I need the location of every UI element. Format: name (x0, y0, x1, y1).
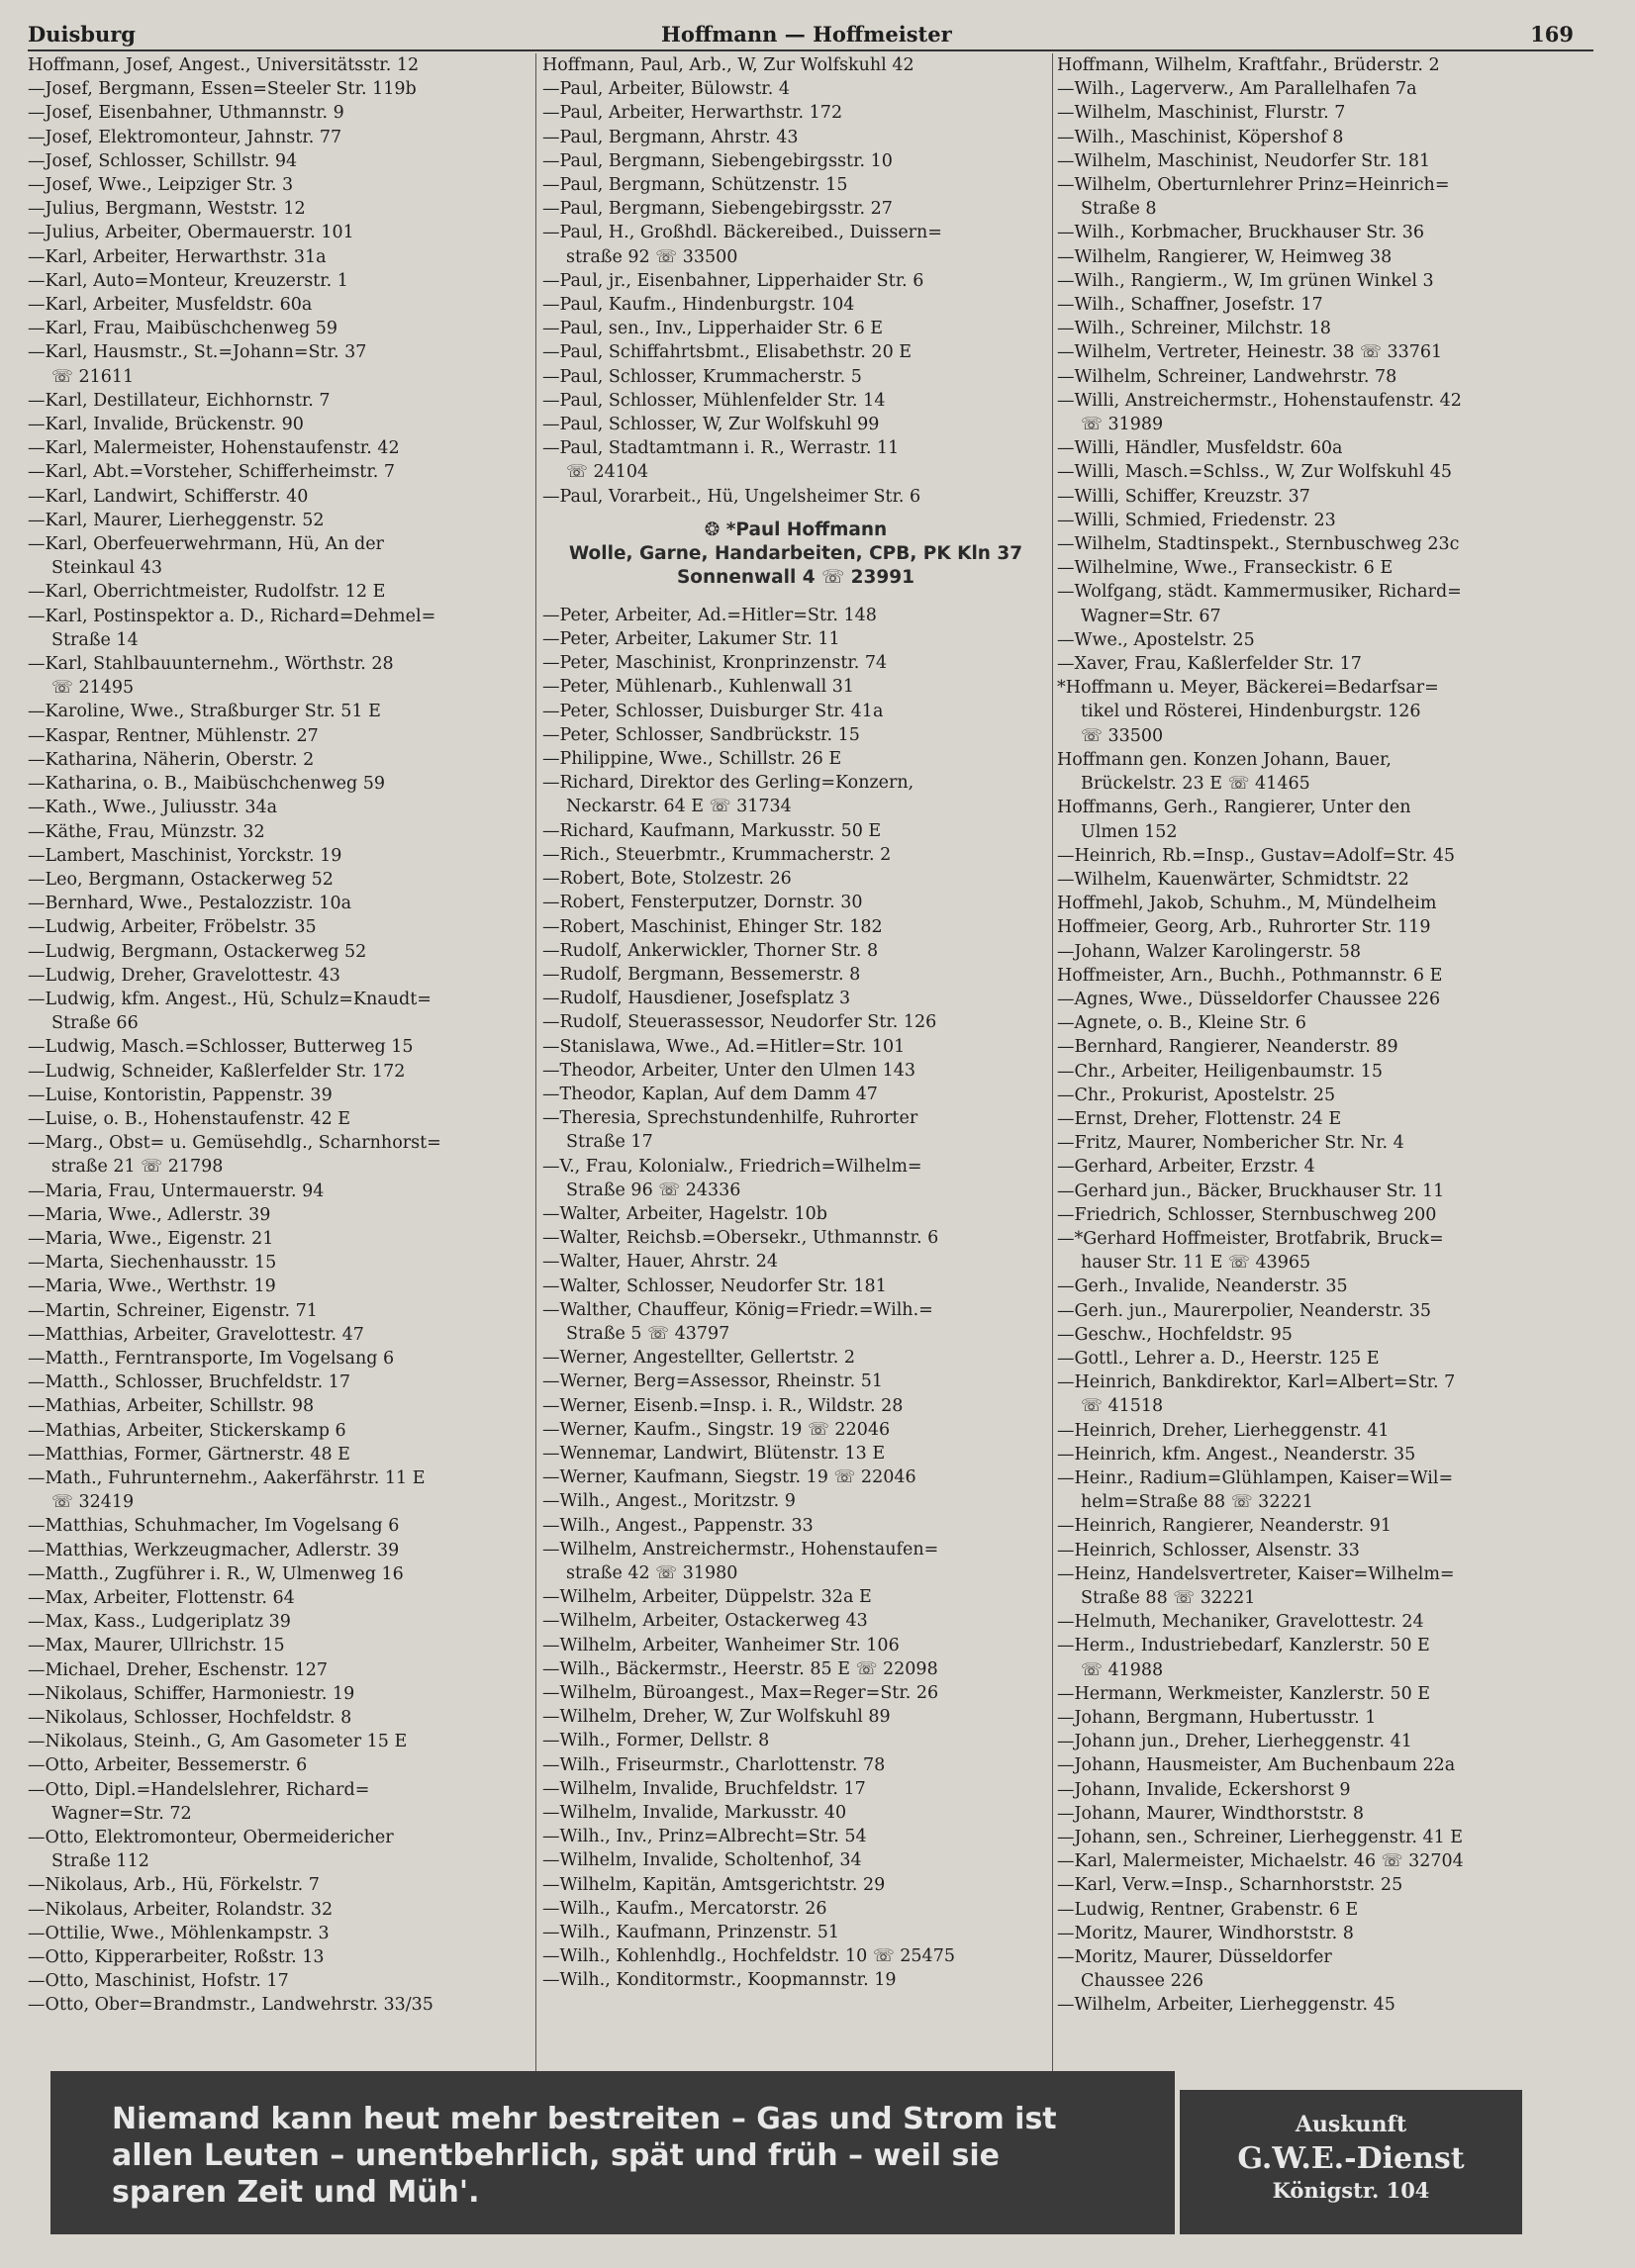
directory-entry: —Matthias, Schuhmacher, Im Vogelsang 6 (28, 1516, 400, 1537)
entry-continuation: ☏ 41518 (1081, 1396, 1164, 1417)
directory-entry: —Wilhelm, Stadtinspekt., Sternbuschweg 23c (1057, 534, 1460, 555)
directory-entry: —Paul, Stadtamtmann i. R., Werrastr. 11 (542, 438, 900, 459)
entry-continuation: Straße 112 (51, 1851, 149, 1872)
directory-entry: —Wilh., Schaffner, Josefstr. 17 (1057, 295, 1323, 316)
directory-entry: —Max, Kass., Ludgeriplatz 39 (28, 1612, 291, 1633)
entry-continuation: straße 92 ☏ 33500 (566, 246, 738, 267)
directory-entry: —Karoline, Wwe., Straßburger Str. 51 E (28, 702, 381, 722)
directory-entry: —Werner, Berg=Assessor, Rheinstr. 51 (542, 1371, 883, 1392)
directory-entry: —Nikolaus, Arbeiter, Rolandstr. 32 (28, 1899, 334, 1920)
entry-continuation: ☏ 32419 (51, 1492, 135, 1513)
directory-column-2 (542, 53, 1049, 1993)
directory-entry: —Chr., Arbeiter, Heiligenbaumstr. 15 (1057, 1061, 1383, 1082)
directory-entry: —Heinz, Handelsvertreter, Kaiser=Wilhelm= (1057, 1563, 1455, 1584)
entry-continuation: ☏ 41988 (1081, 1659, 1164, 1680)
directory-entry: —Wilhelm, Invalide, Markusstr. 40 (542, 1803, 847, 1824)
directory-entry: —Xaver, Frau, Kaßlerfelder Str. 17 (1057, 654, 1362, 675)
directory-entry: —Willi, Anstreichermstr., Hohenstaufenstr. 42 (1057, 390, 1462, 411)
directory-entry: —Paul, Arbeiter, Bülowstr. 4 (542, 79, 790, 100)
directory-entry: —Heinrich, Schlosser, Alsenstr. 33 (1057, 1540, 1360, 1560)
directory-entry: —Moritz, Maurer, Düsseldorfer (1057, 1947, 1332, 1968)
directory-entry: —Josef, Bergmann, Essen=Steeler Str. 119b (28, 79, 417, 100)
directory-entry: —Walter, Reichsb.=Obersekr., Uthmannstr. 6 (542, 1228, 939, 1249)
directory-entry: —Peter, Maschinist, Kronprinzenstr. 74 (542, 653, 888, 674)
directory-entry: —Karl, Postinspektor a. D., Richard=Dehmel= (28, 606, 436, 626)
directory-entry: —Wilhelm, Arbeiter, Ostackerweg 43 (542, 1611, 868, 1632)
directory-entry: —Rich., Steuerbmtr., Krummacherstr. 2 (542, 844, 892, 865)
directory-entry: —Peter, Arbeiter, Ad.=Hitler=Str. 148 (542, 605, 877, 625)
directory-entry: —Heinrich, Bankdirektor, Karl=Albert=Str. 7 (1057, 1372, 1456, 1393)
advert-info-address: Königstr. 104 (1272, 2178, 1430, 2203)
directory-entry: —Bernhard, Rangierer, Neanderstr. 89 (1057, 1037, 1398, 1058)
directory-entry: Hoffmann, Josef, Angest., Universitätsstr. 12 (28, 55, 420, 75)
directory-entry: —Ludwig, Rentner, Grabenstr. 6 E (1057, 1899, 1359, 1920)
directory-entry: —Josef, Wwe., Leipziger Str. 3 (28, 175, 294, 196)
directory-entry: —Johann, Walzer Karolingerstr. 58 (1057, 941, 1362, 962)
entry-continuation: Straße 17 (566, 1132, 653, 1153)
directory-entry: —Wilhelm, Maschinist, Flurstr. 7 (1057, 103, 1346, 124)
directory-entry: —Peter, Arbeiter, Lakumer Str. 11 (542, 629, 840, 650)
directory-entry: —Karl, Abt.=Vorsteher, Schifferheimstr. 7 (28, 462, 396, 483)
entry-continuation: Straße 66 (51, 1013, 139, 1034)
directory-entry: —Katharina, Näherin, Oberstr. 2 (28, 749, 315, 770)
directory-entry: —Johann, Bergmann, Hubertusstr. 1 (1057, 1708, 1377, 1729)
directory-entry: —Math., Fuhrunternehm., Aakerfährstr. 11 E (28, 1467, 426, 1488)
directory-entry: Hoffmeier, Georg, Arb., Ruhrorter Str. 119 (1057, 917, 1431, 938)
directory-entry: —Paul, Schlosser, Mühlenfelder Str. 14 (542, 390, 886, 411)
directory-entry: —Karl, Frau, Maibüschchenweg 59 (28, 319, 337, 339)
directory-entry: —Wwe., Apostelstr. 25 (1057, 629, 1255, 650)
directory-entry: —Karl, Verw.=Insp., Scharnhorststr. 25 (1057, 1875, 1403, 1896)
directory-entry: —Paul, H., Großhdl. Bäckereibed., Duissern= (542, 223, 942, 243)
directory-entry: —Wilhelm, Kapitän, Amtsgerichtstr. 29 (542, 1874, 886, 1895)
directory-entry: —Wilh., Lagerverw., Am Parallelhafen 7a (1057, 79, 1417, 100)
directory-entry: —Leo, Bergmann, Ostackerweg 52 (28, 869, 334, 890)
directory-entry: —Heinrich, Rangierer, Neanderstr. 91 (1057, 1516, 1393, 1537)
directory-entry: —Johann, sen., Schreiner, Lierheggenstr. 41 E (1057, 1828, 1464, 1848)
entry-continuation: hauser Str. 11 E ☏ 43965 (1081, 1253, 1311, 1274)
directory-entry: —Walter, Arbeiter, Hagelstr. 10b (542, 1203, 827, 1224)
directory-entry: —Wolfgang, städt. Kammermusiker, Richard= (1057, 582, 1462, 603)
directory-entry: —Richard, Direktor des Gerling=Konzern, (542, 773, 914, 794)
directory-entry: —Wilhelm, Dreher, W, Zur Wolfskuhl 89 (542, 1707, 891, 1728)
directory-entry: —Wilhelm, Arbeiter, Lierheggenstr. 45 (1057, 1995, 1395, 2016)
directory-entry: —Michael, Dreher, Eschenstr. 127 (28, 1659, 328, 1680)
column-divider (1052, 53, 1053, 2072)
directory-entry: Hoffmann, Paul, Arb., W, Zur Wolfskuhl 42 (542, 55, 914, 75)
entry-continuation: Steinkaul 43 (51, 558, 162, 579)
directory-entry: —Ernst, Dreher, Flottenstr. 24 E (1057, 1108, 1342, 1129)
directory-entry: —Herm., Industriebedarf, Kanzlerstr. 50 E (1057, 1636, 1430, 1656)
directory-entry: —Wilhelm, Invalide, Scholtenhof, 34 (542, 1850, 862, 1871)
entry-continuation: Neckarstr. 64 E ☏ 31734 (566, 797, 792, 817)
directory-entry: —Robert, Bote, Stolzestr. 26 (542, 869, 792, 890)
directory-entry: —Matthias, Former, Gärtnerstr. 48 E (28, 1444, 350, 1465)
directory-column-1 (28, 53, 532, 2018)
directory-entry: —Walter, Schlosser, Neudorfer Str. 181 (542, 1276, 887, 1296)
ad-line: Wolle, Garne, Handarbeiten, CPB, PK Kln 37 (568, 542, 1023, 564)
directory-entry: —Karl, Stahlbauunternehm., Wörthstr. 28 (28, 654, 394, 675)
directory-entry: —Otto, Elektromonteur, Obermeidericher (28, 1828, 394, 1848)
directory-entry: —Heinr., Radium=Glühlampen, Kaiser=Wil= (1057, 1467, 1454, 1488)
directory-entry: —Wilh., Inv., Prinz=Albrecht=Str. 54 (542, 1827, 867, 1847)
directory-entry: —Wilh., Schreiner, Milchstr. 18 (1057, 319, 1331, 339)
directory-entry: —Käthe, Frau, Münzstr. 32 (28, 821, 265, 842)
directory-entry: —Ludwig, Arbeiter, Fröbelstr. 35 (28, 917, 317, 938)
entry-continuation: Straße 88 ☏ 32221 (1081, 1588, 1256, 1608)
directory-entry: —Johann, Hausmeister, Am Buchenbaum 22a (1057, 1755, 1456, 1776)
directory-entry: —Wilhelm, Anstreichermstr., Hohenstaufen= (542, 1539, 939, 1559)
advert-info-label: Auskunft (1295, 2112, 1407, 2137)
directory-entry: —Johann, Invalide, Eckershorst 9 (1057, 1779, 1351, 1800)
directory-entry: —Josef, Elektromonteur, Jahnstr. 77 (28, 127, 342, 147)
directory-entry: —Wilhelmine, Wwe., Franseckistr. 6 E (1057, 558, 1394, 579)
entry-continuation: ☏ 31989 (1081, 415, 1164, 435)
directory-entry: —Helmuth, Mechaniker, Gravelottestr. 24 (1057, 1612, 1424, 1633)
directory-entry: Hoffmeister, Arn., Buchh., Pothmannstr. 6 E (1057, 965, 1443, 986)
directory-entry: —Wilh., Angest., Pappenstr. 33 (542, 1515, 814, 1536)
entry-continuation: ☏ 21495 (51, 678, 135, 699)
directory-entry: —Heinrich, Rb.=Insp., Gustav=Adolf=Str. 45 (1057, 845, 1456, 866)
directory-entry: —Willi, Händler, Musfeldstr. 60a (1057, 438, 1343, 459)
entry-continuation: Straße 14 (51, 629, 139, 650)
directory-entry: —Ludwig, Bergmann, Ostackerweg 52 (28, 941, 367, 962)
directory-entry: —Paul, Kaufm., Hindenburgstr. 104 (542, 295, 855, 316)
directory-entry: —Marg., Obst= u. Gemüsehdlg., Scharnhorst= (28, 1133, 441, 1154)
entry-continuation: Straße 5 ☏ 43797 (566, 1323, 730, 1344)
directory-entry: —Robert, Fensterputzer, Dornstr. 30 (542, 893, 863, 913)
page-number: 169 (1530, 22, 1574, 47)
directory-entry: —Matth., Ferntransporte, Im Vogelsang 6 (28, 1348, 395, 1369)
directory-entry: —Agnete, o. B., Kleine Str. 6 (1057, 1013, 1306, 1034)
directory-entry: —Gottl., Lehrer a. D., Heerstr. 125 E (1057, 1348, 1380, 1369)
directory-entry: Hoffmann, Wilhelm, Kraftfahr., Brüderstr. 2 (1057, 55, 1440, 75)
directory-entry: —Katharina, o. B., Maibüschchenweg 59 (28, 774, 385, 795)
entry-continuation: Chaussee 226 (1081, 1971, 1204, 1992)
directory-entry: —Paul, Vorarbeit., Hü, Ungelsheimer Str. 6 (542, 486, 921, 507)
entry-continuation: ☏ 33500 (1081, 725, 1164, 746)
directory-entry: —Walther, Chauffeur, König=Friedr.=Wilh.= (542, 1299, 933, 1320)
entry-continuation: Wagner=Str. 67 (1081, 606, 1221, 626)
directory-entry: —Otto, Arbeiter, Bessemerstr. 6 (28, 1755, 308, 1776)
directory-entry: —Werner, Kaufmann, Siegstr. 19 ☏ 22046 (542, 1467, 916, 1488)
advert-slogan-line: Niemand kann heut mehr bestreiten – Gas und Strom ist (112, 2102, 1057, 2136)
directory-column-3 (1057, 53, 1596, 2018)
directory-entry: —Otto, Dipl.=Handelslehrer, Richard= (28, 1779, 370, 1800)
directory-entry: —Wilh., Kaufmann, Prinzenstr. 51 (542, 1923, 839, 1943)
directory-entry: —Paul, Schlosser, Krummacherstr. 5 (542, 366, 862, 387)
advert-info-name: G.W.E.-Dienst (1237, 2141, 1465, 2176)
directory-entry: —Josef, Schlosser, Schillstr. 94 (28, 150, 298, 171)
directory-entry: —Karl, Hausmstr., St.=Johann=Str. 37 (28, 342, 367, 363)
header-city: Duisburg (28, 22, 136, 47)
directory-entry: —Wilh., Angest., Moritzstr. 9 (542, 1491, 796, 1512)
directory-entry: Hoffmanns, Gerh., Rangierer, Unter den (1057, 798, 1411, 818)
directory-entry: Hoffmann gen. Konzen Johann, Bauer, (1057, 749, 1392, 770)
directory-entry: —Philippine, Wwe., Schillstr. 26 E (542, 749, 842, 770)
directory-entry: —Matthias, Werkzeugmacher, Adlerstr. 39 (28, 1540, 400, 1560)
directory-entry: —Maria, Wwe., Adlerstr. 39 (28, 1204, 271, 1225)
directory-entry: —Gerh. jun., Maurerpolier, Neanderstr. 35 (1057, 1300, 1431, 1321)
directory-entry: —Bernhard, Wwe., Pestalozzistr. 10a (28, 894, 352, 914)
entry-continuation: straße 42 ☏ 31980 (566, 1562, 738, 1583)
gas-electric-advert (50, 2071, 1175, 2234)
directory-entry: —Chr., Prokurist, Apostelstr. 25 (1057, 1085, 1336, 1105)
directory-entry: —Paul, Bergmann, Schützenstr. 15 (542, 175, 848, 196)
ad-line: Sonnenwall 4 ☏ 23991 (676, 566, 915, 588)
directory-entry: —Agnes, Wwe., Düsseldorfer Chaussee 226 (1057, 989, 1441, 1009)
directory-entry: —Karl, Oberfeuerwehrmann, Hü, An der (28, 534, 384, 555)
directory-entry: —Theodor, Kaplan, Auf dem Damm 47 (542, 1084, 878, 1104)
directory-entry: —Peter, Schlosser, Duisburger Str. 41a (542, 701, 884, 721)
directory-entry: —Willi, Schiffer, Kreuzstr. 37 (1057, 486, 1310, 507)
directory-entry: —Stanislawa, Wwe., Ad.=Hitler=Str. 101 (542, 1036, 906, 1057)
directory-entry: —Gerhard jun., Bäcker, Bruckhauser Str. 11 (1057, 1181, 1445, 1201)
directory-entry: —Maria, Frau, Untermauerstr. 94 (28, 1181, 325, 1201)
directory-entry: *Hoffmann u. Meyer, Bäckerei=Bedarfsar= (1057, 678, 1439, 699)
directory-entry: —Karl, Destillateur, Eichhornstr. 7 (28, 390, 331, 411)
directory-entry: —Karl, Invalide, Brückenstr. 90 (28, 415, 304, 435)
directory-entry: —Paul, Arbeiter, Herwarthstr. 172 (542, 103, 843, 124)
directory-entry: —Karl, Malermeister, Michaelstr. 46 ☏ 32704 (1057, 1851, 1464, 1872)
wreath-icon: ❂ (704, 519, 726, 540)
directory-entry: —Richard, Kaufmann, Markusstr. 50 E (542, 820, 882, 841)
directory-entry: —Heinrich, Dreher, Lierheggenstr. 41 (1057, 1420, 1390, 1441)
directory-entry: —Julius, Bergmann, Weststr. 12 (28, 199, 306, 220)
entry-continuation: helm=Straße 88 ☏ 32221 (1081, 1492, 1313, 1513)
directory-entry: —Wilh., Kohlenhdlg., Hochfeldstr. 10 ☏ 25475 (542, 1946, 955, 1967)
directory-entry: —Wilhelm, Büroangest., Max=Reger=Str. 26 (542, 1683, 939, 1703)
entry-continuation: Wagner=Str. 72 (51, 1803, 192, 1824)
directory-entry: —Wilhelm, Invalide, Bruchfeldstr. 17 (542, 1778, 866, 1799)
directory-entry: —Wilhelm, Kauenwärter, Schmidtstr. 22 (1057, 869, 1409, 890)
directory-entry: —Friedrich, Schlosser, Sternbuschweg 200 (1057, 1204, 1437, 1225)
directory-entry: —Martin, Schreiner, Eigenstr. 71 (28, 1300, 318, 1321)
directory-entry: —Wilh., Friseurmstr., Charlottenstr. 78 (542, 1754, 886, 1775)
page-header (28, 14, 1593, 51)
directory-entry: —Fritz, Maurer, Nombericher Str. Nr. 4 (1057, 1133, 1404, 1154)
directory-entry: —Josef, Eisenbahner, Uthmannstr. 9 (28, 103, 344, 124)
directory-entry: —Wilh., Rangierm., W, Im grünen Winkel 3 (1057, 270, 1434, 291)
directory-entry: —Paul, jr., Eisenbahner, Lipperhaider Str. 6 (542, 270, 924, 291)
directory-entry: —Wilh., Korbmacher, Bruckhauser Str. 36 (1057, 223, 1425, 243)
directory-entry: —Willi, Masch.=Schlss., W, Zur Wolfskuhl 45 (1057, 462, 1453, 483)
directory-entry: —Marta, Siechenhausstr. 15 (28, 1253, 277, 1274)
directory-entry: —Otto, Ober=Brandmstr., Landwehrstr. 33/35 (28, 1995, 433, 2016)
directory-entry: —Wilh., Maschinist, Köpershof 8 (1057, 127, 1344, 147)
directory-entry: —Johann jun., Dreher, Lierheggenstr. 41 (1057, 1732, 1412, 1752)
directory-entry: —Ottilie, Wwe., Möhlenkampstr. 3 (28, 1923, 330, 1943)
directory-entry: —Wilh., Kaufm., Mercatorstr. 26 (542, 1898, 827, 1919)
directory-entry: —Werner, Angestellter, Gellertstr. 2 (542, 1348, 855, 1369)
directory-entry: —Nikolaus, Schlosser, Hochfeldstr. 8 (28, 1708, 352, 1729)
directory-entry: —Werner, Kaufm., Singstr. 19 ☏ 22046 (542, 1419, 891, 1440)
directory-entry: —Karl, Arbeiter, Herwarthstr. 31a (28, 246, 327, 267)
directory-entry: —Max, Arbeiter, Flottenstr. 64 (28, 1588, 295, 1608)
advert-slogan-line: allen Leuten – unentbehrlich, spät und früh – weil sie (112, 2138, 1000, 2173)
directory-entry: —Werner, Eisenb.=Insp. i. R., Wildstr. 28 (542, 1395, 904, 1416)
directory-entry: —Geschw., Hochfeldstr. 95 (1057, 1324, 1293, 1345)
directory-entry: —Karl, Oberrichtmeister, Rudolfstr. 12 E (28, 582, 386, 603)
directory-entry: —Wilhelm, Arbeiter, Düppelstr. 32a E (542, 1587, 872, 1608)
directory-entry: —Paul, Bergmann, Siebengebirgsstr. 27 (542, 199, 893, 220)
directory-entry: —Maria, Wwe., Werthstr. 19 (28, 1276, 276, 1297)
directory-entry: —Theodor, Arbeiter, Unter den Ulmen 143 (542, 1060, 916, 1081)
entry-continuation: ☏ 24104 (566, 462, 649, 483)
advert-info-box (1180, 2090, 1522, 2234)
directory-entry: —Ludwig, Schneider, Kaßlerfelder Str. 172 (28, 1061, 406, 1082)
directory-entry: —Gerh., Invalide, Neanderstr. 35 (1057, 1276, 1348, 1297)
entry-continuation: tikel und Rösterei, Hindenburgstr. 126 (1081, 702, 1421, 722)
directory-entry: —Wilhelm, Rangierer, W, Heimweg 38 (1057, 246, 1393, 267)
entry-continuation: Straße 8 (1081, 199, 1157, 220)
directory-entry: —Karl, Maurer, Lierheggenstr. 52 (28, 510, 325, 530)
entry-continuation: Brückelstr. 23 E ☏ 41465 (1081, 774, 1310, 795)
directory-entry: —Wilhelm, Vertreter, Heinestr. 38 ☏ 33761 (1057, 342, 1443, 363)
directory-entry: —Rudolf, Bergmann, Bessemerstr. 8 (542, 964, 861, 985)
directory-entry: —Walter, Hauer, Ahrstr. 24 (542, 1252, 778, 1273)
directory-entry: —Nikolaus, Arb., Hü, Förkelstr. 7 (28, 1875, 320, 1896)
ad-name: *Paul Hoffmann (725, 519, 888, 540)
directory-entry: —Matth., Zugführer i. R., W, Ulmenweg 16 (28, 1563, 404, 1584)
directory-entry: —Wilh., Former, Dellstr. 8 (542, 1731, 770, 1751)
directory-entry: —Rudolf, Hausdiener, Josefsplatz 3 (542, 989, 851, 1009)
directory-entry: —Otto, Kipperarbeiter, Roßstr. 13 (28, 1947, 325, 1968)
directory-entry: —Julius, Arbeiter, Obermauerstr. 101 (28, 223, 354, 243)
directory-entry: —Wilh., Konditormstr., Koopmannstr. 19 (542, 1970, 897, 1991)
directory-entry: —Paul, Bergmann, Siebengebirgsstr. 10 (542, 150, 893, 171)
directory-entry: —Paul, Schiffahrtsbmt., Elisabethstr. 20 E (542, 342, 913, 363)
directory-entry: —Otto, Maschinist, Hofstr. 17 (28, 1971, 289, 1992)
directory-entry: —Ludwig, kfm. Angest., Hü, Schulz=Knaudt= (28, 989, 432, 1009)
directory-entry: —Mathias, Arbeiter, Schillstr. 98 (28, 1396, 315, 1417)
directory-entry: —*Gerhard Hoffmeister, Brotfabrik, Bruck= (1057, 1228, 1444, 1249)
directory-entry: —Matth., Schlosser, Bruchfeldstr. 17 (28, 1372, 351, 1393)
directory-entry: —Mathias, Arbeiter, Stickerskamp 6 (28, 1420, 346, 1441)
directory-entry: —Willi, Schmied, Friedenstr. 23 (1057, 510, 1336, 530)
directory-entry: —Johann, Maurer, Windthorststr. 8 (1057, 1803, 1365, 1824)
directory-entry: —Peter, Mühlenarb., Kuhlenwall 31 (542, 677, 855, 698)
directory-entry: —Matthias, Arbeiter, Gravelottestr. 47 (28, 1324, 364, 1345)
entry-continuation: ☏ 21611 (51, 366, 135, 387)
directory-entry: —Nikolaus, Steinh., G, Am Gasometer 15 E (28, 1732, 408, 1752)
column-divider (535, 53, 536, 2072)
directory-entry: —Kaspar, Rentner, Mühlenstr. 27 (28, 725, 319, 746)
directory-entry: —Kath., Wwe., Juliusstr. 34a (28, 798, 278, 818)
entry-continuation: Straße 96 ☏ 24336 (566, 1180, 741, 1200)
directory-entry: —Max, Maurer, Ullrichstr. 15 (28, 1636, 285, 1656)
directory-entry: —V., Frau, Kolonialw., Friedrich=Wilhelm= (542, 1156, 922, 1177)
directory-entry: —Theresia, Sprechstundenhilfe, Ruhrorter (542, 1108, 918, 1129)
directory-entry: —Wilhelm, Oberturnlehrer Prinz=Heinrich= (1057, 175, 1450, 196)
directory-entry: —Karl, Malermeister, Hohenstaufenstr. 42 (28, 438, 400, 459)
directory-entry: —Moritz, Maurer, Windhorststr. 8 (1057, 1923, 1354, 1943)
directory-entry: —Wilh., Bäckermstr., Heerstr. 85 E ☏ 22098 (542, 1658, 938, 1679)
header-title: Hoffmann — Hoffmeister (661, 22, 952, 47)
directory-entry: —Wilhelm, Arbeiter, Wanheimer Str. 106 (542, 1635, 900, 1655)
directory-entry: —Heinrich, kfm. Angest., Neanderstr. 35 (1057, 1444, 1416, 1465)
directory-entry: —Gerhard, Arbeiter, Erzstr. 4 (1057, 1157, 1315, 1178)
directory-entry: —Peter, Schlosser, Sandbrückstr. 15 (542, 724, 860, 745)
directory-entry: —Ludwig, Dreher, Gravelottestr. 43 (28, 965, 340, 986)
directory-entry: —Luise, Kontoristin, Pappenstr. 39 (28, 1085, 333, 1105)
directory-entry: —Karl, Auto=Monteur, Kreuzerstr. 1 (28, 270, 348, 291)
directory-entry: —Maria, Wwe., Eigenstr. 21 (28, 1228, 274, 1249)
directory-entry: —Rudolf, Ankerwickler, Thorner Str. 8 (542, 940, 879, 961)
directory-entry: —Karl, Landwirt, Schifferstr. 40 (28, 486, 309, 507)
directory-entry: —Luise, o. B., Hohenstaufenstr. 42 E (28, 1108, 351, 1129)
directory-entry: —Paul, Bergmann, Ahrstr. 43 (542, 127, 799, 147)
directory-entry: —Karl, Arbeiter, Musfeldstr. 60a (28, 295, 313, 316)
directory-entry: —Nikolaus, Schiffer, Harmoniestr. 19 (28, 1683, 355, 1704)
directory-entry: —Wilhelm, Schreiner, Landwehrstr. 78 (1057, 366, 1397, 387)
advert-slogan-line: sparen Zeit und Müh'. (112, 2175, 480, 2210)
directory-entry: —Wilhelm, Maschinist, Neudorfer Str. 181 (1057, 150, 1431, 171)
entry-continuation: Ulmen 152 (1081, 821, 1178, 842)
directory-entry: Hoffmehl, Jakob, Schuhm., M, Mündelheim (1057, 894, 1437, 914)
directory-entry: —Wennemar, Landwirt, Blütenstr. 13 E (542, 1443, 886, 1464)
directory-entry: —Hermann, Werkmeister, Kanzlerstr. 50 E (1057, 1683, 1431, 1704)
directory-entry: —Lambert, Maschinist, Yorckstr. 19 (28, 845, 342, 866)
directory-entry: —Ludwig, Masch.=Schlosser, Butterweg 15 (28, 1037, 414, 1058)
entry-continuation: straße 21 ☏ 21798 (51, 1157, 224, 1178)
directory-entry: —Rudolf, Steuerassessor, Neudorfer Str. 126 (542, 1012, 937, 1033)
directory-entry: —Robert, Maschinist, Ehinger Str. 182 (542, 916, 883, 937)
directory-entry: —Paul, Schlosser, W, Zur Wolfskuhl 99 (542, 415, 880, 435)
directory-entry: —Paul, sen., Inv., Lipperhaider Str. 6 E (542, 319, 884, 339)
business-advert-paul-hoffmann (542, 509, 1049, 604)
